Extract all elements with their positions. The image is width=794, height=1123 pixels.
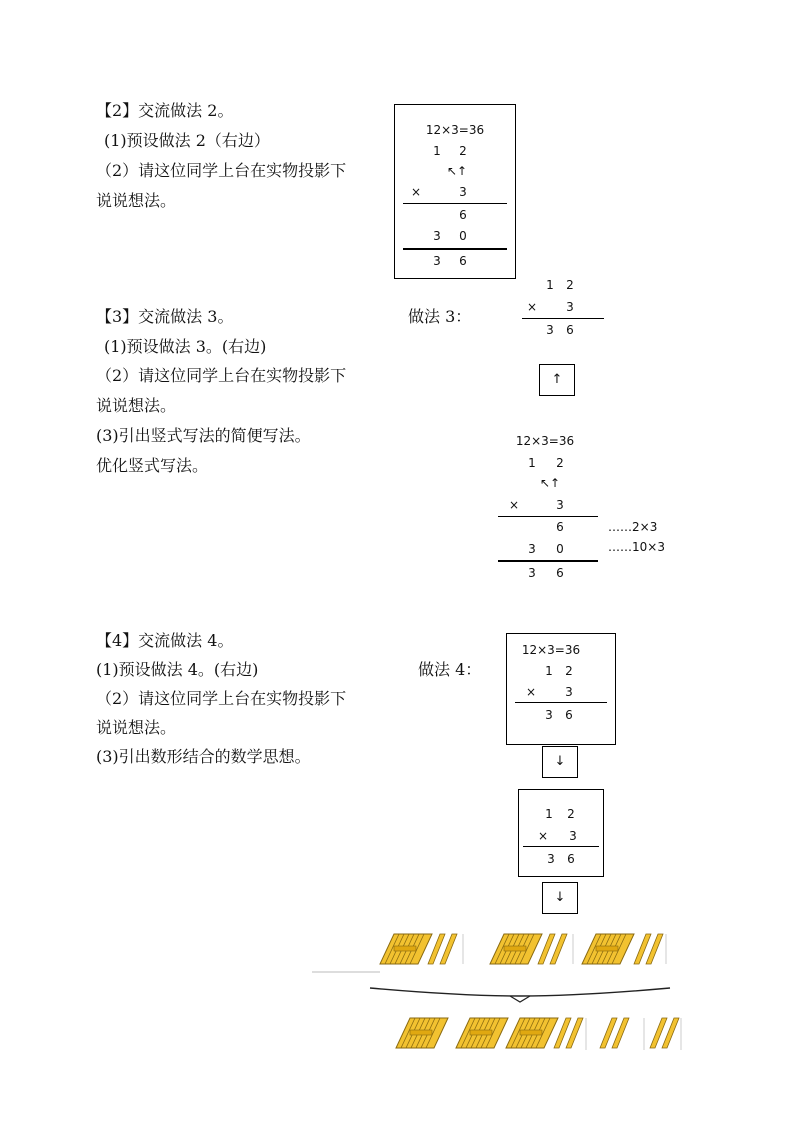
arrows-icon: ↖↑ <box>446 164 468 178</box>
digit: 1 <box>545 664 553 678</box>
digit: 6 <box>459 208 467 222</box>
divider <box>403 248 507 250</box>
section3-line4: (3)引出竖式写法的简便写法。 <box>96 426 311 445</box>
section4-line1: (1)预设做法 4。(右边) <box>96 660 259 679</box>
down-arrow-icon: ↓ <box>542 746 578 778</box>
method4-box1 <box>506 633 616 745</box>
digit: 1 <box>545 807 553 821</box>
section2-line3: 说说想法。 <box>96 191 177 210</box>
times-sign: × <box>525 685 537 699</box>
divider <box>515 702 607 703</box>
section4-line4: (3)引出数形结合的数学思想。 <box>96 747 311 766</box>
annotation: ……10×3 <box>608 540 665 554</box>
section2-line1: (1)预设做法 2（右边） <box>104 131 270 150</box>
divider <box>498 516 598 517</box>
digit: 2 <box>567 807 575 821</box>
digit: 3 <box>433 229 441 243</box>
up-arrow-icon: ↑ <box>539 364 575 396</box>
digit: 3 <box>528 542 536 556</box>
section3-title: 【3】交流做法 3。 <box>96 307 234 326</box>
divider <box>498 560 598 562</box>
equation: 12×3=36 <box>521 643 581 657</box>
section2-title: 【2】交流做法 2。 <box>96 101 234 120</box>
section4-line3: 说说想法。 <box>96 718 177 737</box>
digit: 3 <box>566 300 574 314</box>
digit: 3 <box>545 708 553 722</box>
section2-line2: （2）请这位同学上台在实物投影下 <box>96 161 347 180</box>
stick-pair <box>428 934 457 964</box>
divider <box>522 318 604 319</box>
stick-pair <box>634 934 663 964</box>
method4-box2 <box>518 789 604 877</box>
digit: 2 <box>459 144 467 158</box>
stick-bundle <box>396 1018 448 1048</box>
equation: 12×3=36 <box>425 123 485 137</box>
digit: 6 <box>566 323 574 337</box>
stick-pair <box>554 1018 583 1048</box>
times-sign: × <box>537 829 549 843</box>
section3-line2: （2）请这位同学上台在实物投影下 <box>96 366 347 385</box>
annotation: ……2×3 <box>608 520 658 534</box>
digit: 6 <box>556 566 564 580</box>
digit: 6 <box>459 254 467 268</box>
method3-expanded <box>496 432 696 582</box>
digit: 3 <box>556 498 564 512</box>
brace <box>370 988 670 996</box>
digit: 2 <box>556 456 564 470</box>
digit: 3 <box>565 685 573 699</box>
method3-label: 做法 3： <box>408 307 472 326</box>
digit: 3 <box>433 254 441 268</box>
arrows-icon: ↖↑ <box>539 476 561 490</box>
method4-label: 做法 4： <box>418 660 482 679</box>
method2-box <box>394 104 516 279</box>
counting-sticks-illustration <box>310 928 690 1058</box>
digit: 6 <box>567 852 575 866</box>
digit: 0 <box>556 542 564 556</box>
divider <box>523 846 599 847</box>
digit: 2 <box>566 278 574 292</box>
digit: 3 <box>547 852 555 866</box>
stick-bundle <box>380 934 432 964</box>
digit: 2 <box>565 664 573 678</box>
stick-pair <box>600 1018 629 1048</box>
section4-title: 【4】交流做法 4。 <box>96 631 234 650</box>
section3-line3: 说说想法。 <box>96 396 177 415</box>
digit: 0 <box>459 229 467 243</box>
divider <box>403 203 507 204</box>
times-sign: × <box>526 300 538 314</box>
digit: 3 <box>546 323 554 337</box>
times-sign: × <box>410 185 422 199</box>
digit: 3 <box>569 829 577 843</box>
stick-bundle <box>490 934 542 964</box>
down-arrow-icon: ↓ <box>542 882 578 914</box>
section3-line1: (1)预设做法 3。(右边) <box>104 337 267 356</box>
stick-bundle <box>456 1018 508 1048</box>
stick-bundle <box>582 934 634 964</box>
stick-pair <box>650 1018 679 1048</box>
method3-vertical <box>520 276 604 338</box>
digit: 3 <box>528 566 536 580</box>
digit: 3 <box>459 185 467 199</box>
digit: 1 <box>528 456 536 470</box>
times-sign: × <box>508 498 520 512</box>
section4-line2: （2）请这位同学上台在实物投影下 <box>96 689 347 708</box>
equation: 12×3=36 <box>515 434 575 448</box>
stick-bundle <box>506 1018 558 1048</box>
digit: 6 <box>556 520 564 534</box>
section3-line5: 优化竖式写法。 <box>96 456 209 475</box>
digit: 1 <box>433 144 441 158</box>
digit: 6 <box>565 708 573 722</box>
stick-pair <box>538 934 567 964</box>
digit: 1 <box>546 278 554 292</box>
